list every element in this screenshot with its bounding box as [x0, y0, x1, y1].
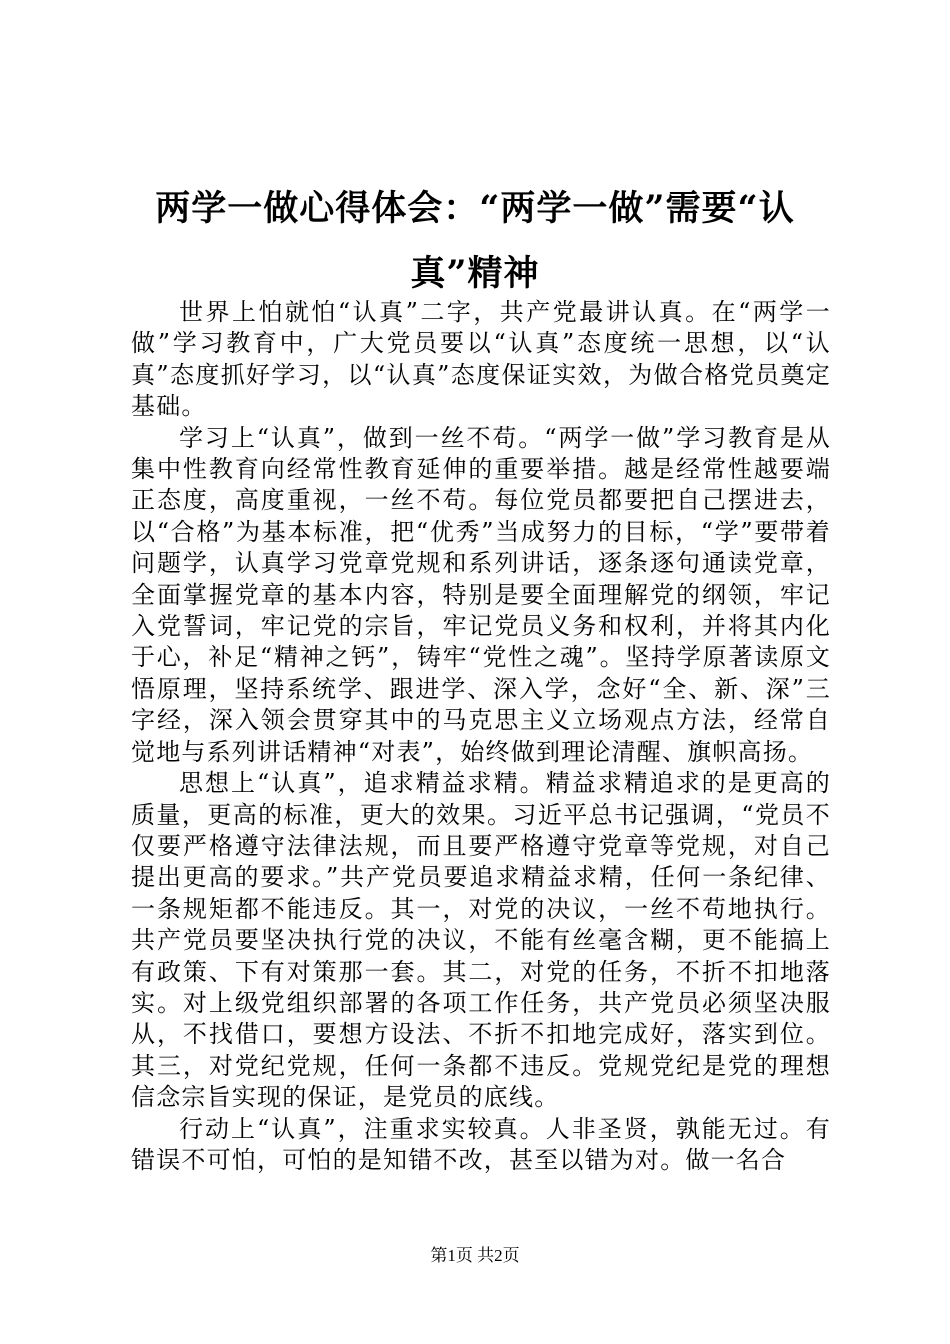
paragraph-action: 行动上“认真”，注重求实较真。人非圣贤，孰能无过。有错误不可怕，可怕的是知错不改，甚至以错为对。做一名合 [131, 1114, 831, 1174]
paragraph-intro: 世界上怕就怕“认真”二字，共产党最讲认真。在“两学一做”学习教育中，广大党员要以“认真”态度统一思想，以“认真”态度抓好学习，以“认真”态度保证实效，为做合格党员奠定基础。 [131, 298, 831, 421]
paragraph-study: 学习上“认真”，做到一丝不苟。“两学一做”学习教育是从集中性教育向经常性教育延伸的重要举措。越是经常性越要端正态度，高度重视，一丝不苟。每位党员都要把自己摆进去，以“合格”为基本标准，把“优秀”当成努力的目标，“学”要带着问题学，认真学习党章党规和系列讲话，逐条逐句通读党章，全面掌握党章的基本内容，特别是要全面理解党的纲领，牢记入党誓词，牢记党的宗旨，牢记党员义务和权利，并将其内化于心，补足“精神之钙”，铸牢“党性之魂”。坚持学原著读原文悟原理，坚持系统学、跟进学、深入学，念好“全、新、深”三字经，深入领会贯穿其中的马克思主义立场观点方法，经常自觉地与系列讲话精神“对表”，始终做到理论清醒、旗帜高扬。 [131, 423, 831, 766]
document-body [131, 297, 831, 1176]
page-number-footer: 第1页 共2页 [430, 1246, 520, 1265]
paragraph-thought: 思想上“认真”，追求精益求精。精益求精追求的是更高的质量，更高的标准，更大的效果。习近平总书记强调，“党员不仅要严格遵守法律法规，而且要严格遵守党章等党规，对自己提出更高的要求。”共产党员要追求精益求精，任何一条纪律、一条规矩都不能违反。其一，对党的决议，一丝不苟地执行。共产党员要坚决执行党的决议，不能有丝毫含糊，更不能搞上有政策、下有对策那一套。其二，对党的任务，不折不扣地落实。对上级党组织部署的各项工作任务，共产党员必须坚决服从，不找借口，要想方设法、不折不扣地完成好，落实到位。其三，对党纪党规，任何一条都不违反。党规党纪是党的理想信念宗旨实现的保证，是党员的底线。 [131, 769, 831, 1112]
document-title: 两学一做心得体会：“两学一做”需要“认真”精神 [155, 188, 795, 294]
